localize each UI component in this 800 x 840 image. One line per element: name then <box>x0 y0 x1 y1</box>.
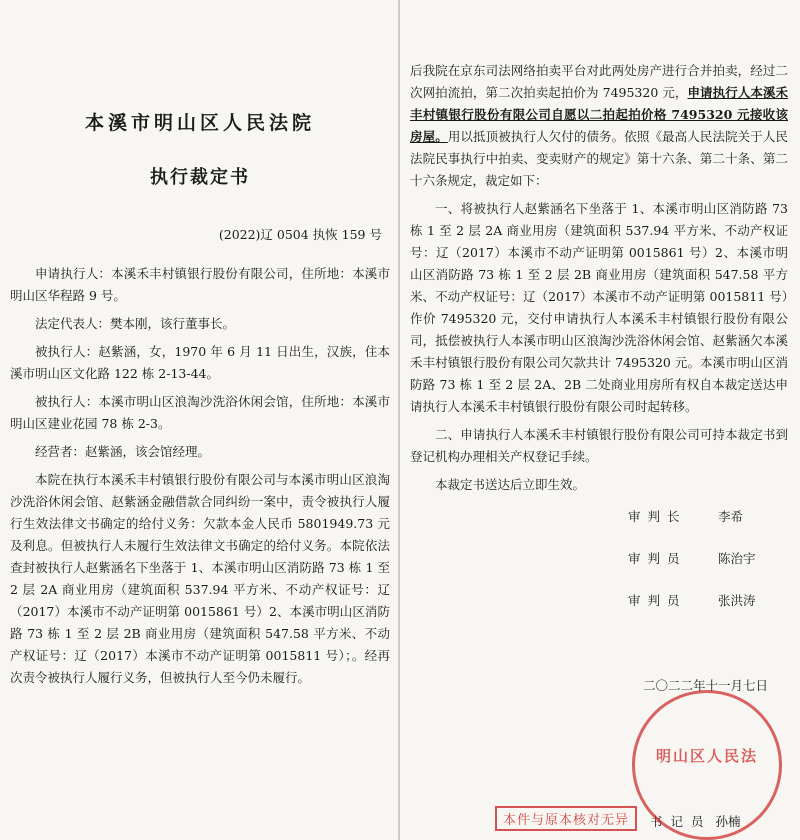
signature-role: 审判长 <box>628 509 687 524</box>
auction-text-b: 申请执行人本溪禾丰村镇银行股份有限公司自愿以二拍起拍价格 7495320 元接收该房屋。 <box>410 85 788 144</box>
right-page <box>400 0 800 840</box>
operator-paragraph: 经营者：赵紫涵，该会馆经理。 <box>35 444 211 459</box>
signature-judge-1 <box>410 548 788 570</box>
clerk-name: 孙楠 <box>715 814 741 829</box>
signature-name: 陈治宇 <box>718 551 756 566</box>
signature-name: 张洪涛 <box>718 593 756 608</box>
signature-chief-judge <box>410 506 788 528</box>
case-number: (2022)辽 0504 执恢 159 号 <box>218 227 382 242</box>
effective-statement: 本裁定书送达后立即生效。 <box>435 477 586 492</box>
auction-text-c: 用以抵顶被执行人欠付的债务。依照《最高人民法院关于人民法院民事执行中拍卖、变卖财产的规定》第十六条、第二十条、第二十六条规定，裁定如下： <box>410 129 788 188</box>
document-title: 执行裁定书 <box>150 167 250 188</box>
court-title: 本溪市明山区人民法院 <box>84 112 315 134</box>
applicant-paragraph: 申请执行人：本溪禾丰村镇银行股份有限公司，住所地：本溪市明山区华程路 9 号。 <box>10 266 390 303</box>
respondent-2-paragraph: 被执行人：本溪市明山区浪淘沙洗浴休闲会馆，住所地：本溪市明山区建业花园 78 栋 2-3。 <box>10 394 390 431</box>
respondent-1-paragraph: 被执行人：赵紫涵，女，1970 年 6 月 11 日出生，汉族，住本溪市明山区文化路 122 栋 2-13-44。 <box>10 344 390 381</box>
signature-judge-2 <box>410 590 788 612</box>
auction-text-a: 后我院在京东司法网络拍卖平台对此两处房产进行合并拍卖，经过二次网拍流拍，第二次拍卖起拍价为 7495320 元， <box>410 63 788 100</box>
signature-role: 审判员 <box>628 593 687 608</box>
signature-role: 审判员 <box>628 551 687 566</box>
ruling-date: 二〇二二年十一月七日 <box>642 678 768 693</box>
copy-verification-stamp: 本件与原本核对无异 <box>495 806 637 831</box>
legal-rep-paragraph: 法定代表人：樊本刚，该行董事长。 <box>35 316 236 331</box>
signature-name: 李希 <box>718 509 744 524</box>
court-seal <box>632 690 782 840</box>
seal-text: 明山区人民法 <box>655 747 758 765</box>
clerk-role: 书记员 <box>650 814 712 829</box>
facts-paragraph: 本院在执行本溪禾丰村镇银行股份有限公司与本溪市明山区浪淘沙洗浴休闲会馆、赵紫涵金融借款合同纠纷一案中，责令被执行人履行生效法律文书确定的给付义务：欠款本金人民币 5801949.73 元及利息。但被执行人未履行生效法律文书确定的给付义务。本院依法查封被执行人赵紫涵名下坐落于 1、本溪市明山区消防路 73 栋 1 至 2 层 2A 商业用房（建筑面积 537.94 平方米、不动产权证号：辽（2017）本溪市不动产证明第 0015861 号）2、本溪市明山区消防路 73 栋 1 至 2 层 2B 商业用房（建筑面积 547.58 平方米、不动产权证号：辽（2017）本溪市不动产证明第 0015811 号）；。经再次责令被执行人履行义务，但被执行人至今仍未履行。 <box>10 472 390 685</box>
ruling-item-2: 二、申请执行人本溪禾丰村镇银行股份有限公司可持本裁定书到登记机构办理相关产权登记手续。 <box>410 427 788 464</box>
ruling-item-1: 一、将被执行人赵紫涵名下坐落于 1、本溪市明山区消防路 73 栋 1 至 2 层 2A 商业用房（建筑面积 537.94 平方米、不动产权证号：辽（2017）本溪市不动产证明第 0015861 号）2、本溪市明山区消防路 73 栋 1 至 2 层 2B 商业用房（建筑面积 547.58 平方米、不动产权证号：辽（2017）本溪市不动产证明第 0015811 号）作价 7495320 元，交付申请执行人本溪禾丰村镇银行股份有限公司，抵偿被执行人本溪市明山区浪淘沙洗浴休闲会馆、赵紫涵欠本溪禾丰村镇银行股份有限公司欠款共计 7495320 元。本溪市明山区消防路 73 栋 1 至 2 层 2A、2B 二处商业用房所有权自本裁定送达申请执行人本溪禾丰村镇银行股份有限公司时起转移。 <box>410 201 788 414</box>
auction-paragraph <box>410 60 788 192</box>
